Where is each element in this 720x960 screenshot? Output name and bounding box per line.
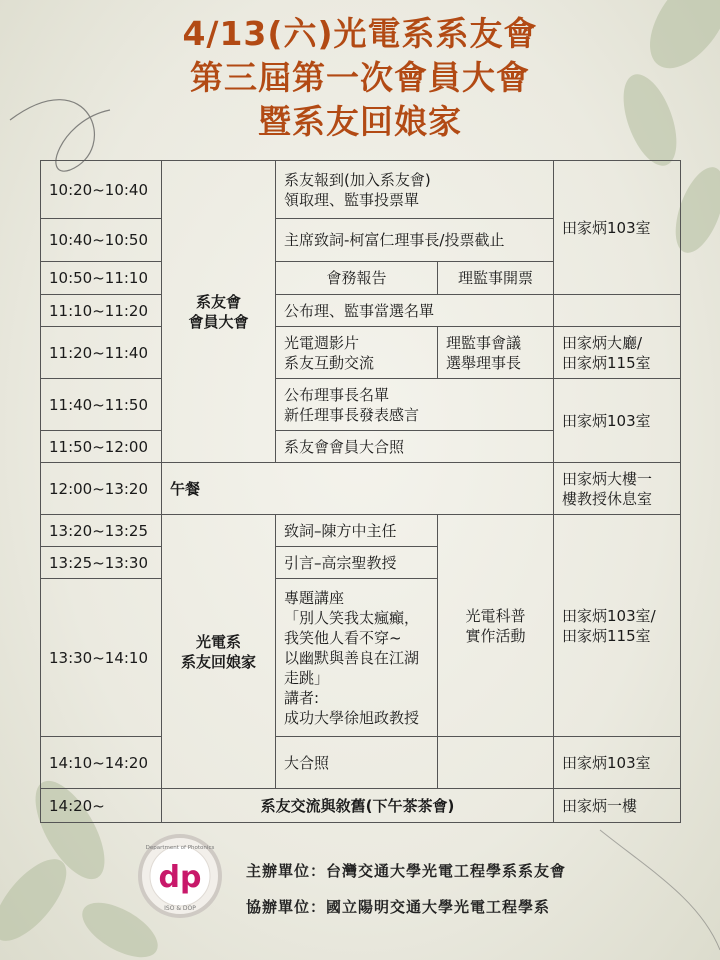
time-cell: 10:20~10:40 (41, 161, 162, 219)
time-cell: 10:50~11:10 (41, 262, 162, 295)
host-organizer: 主辦單位：台灣交通大學光電工程學系系友會 (246, 862, 567, 880)
table-row (41, 463, 681, 515)
page-title (0, 12, 720, 144)
event-cell: 致詞–陳方中主任 (276, 515, 438, 547)
event-cell: 引言–高宗聖教授 (276, 547, 438, 579)
side-activity-cell: 光電科普 實作活動 (438, 515, 554, 737)
side-activity-blank (438, 737, 554, 789)
co-host-organizer: 協辦單位：國立陽明交通大學光電工程學系 (246, 898, 551, 916)
title-line-2: 第三屆第一次會員大會 (190, 58, 530, 97)
event-cell: 系友會會員大合照 (276, 431, 554, 463)
time-cell: 12:00~13:20 (41, 463, 162, 515)
event-cell-lecture: 專題講座 「別人笑我太瘋癲， 我笑他人看不穿~ 以幽默與善良在江湖 走跳」 講者: 成功大學徐旭政教授 (276, 579, 438, 737)
lunch-cell: 午餐 (162, 463, 554, 515)
time-cell: 11:20~11:40 (41, 327, 162, 379)
event-cell: 光電週影片 系友互動交流 (276, 327, 438, 379)
time-cell: 11:10~11:20 (41, 295, 162, 327)
table-row (41, 515, 681, 547)
event-cell: 理監事會議 選舉理事長 (438, 327, 554, 379)
time-cell: 11:40~11:50 (41, 379, 162, 431)
venue-cell: 田家炳103室 (554, 379, 681, 463)
venue-cell-blank (554, 295, 681, 327)
event-cell: 系友報到(加入系友會) 領取理、監事投票單 (276, 161, 554, 219)
title-line-3: 暨系友回娘家 (258, 102, 462, 141)
table-row (41, 737, 681, 789)
event-cell: 主席致詞-柯富仁理事長/投票截止 (276, 219, 554, 262)
time-cell: 11:50~12:00 (41, 431, 162, 463)
logo-text-bottom: ISO & DOP (164, 905, 196, 912)
table-row (41, 327, 681, 379)
logo-mark: dp (158, 860, 202, 895)
time-cell: 14:20~ (41, 789, 162, 823)
title-line-1: 4/13(六)光電系系友會 (182, 14, 538, 53)
event-cell: 理監事開票 (438, 262, 554, 295)
group-cell-homecoming: 光電系 系友回娘家 (162, 515, 276, 789)
table-row (41, 161, 681, 219)
event-cell: 公布理事長名單 新任理事長發表感言 (276, 379, 554, 431)
time-cell: 13:30~14:10 (41, 579, 162, 737)
event-cell: 公布理、監事當選名單 (276, 295, 554, 327)
venue-cell: 田家炳103室/ 田家炳115室 (554, 515, 681, 737)
schedule-table (40, 160, 681, 823)
venue-cell: 田家炳103室 (554, 161, 681, 295)
logo-text-top: Department of Photonics (145, 845, 215, 851)
event-cell: 大合照 (276, 737, 438, 789)
group-cell-meeting: 系友會 會員大會 (162, 161, 276, 463)
table-row (41, 789, 681, 823)
time-cell: 13:20~13:25 (41, 515, 162, 547)
table-row (41, 295, 681, 327)
time-cell: 14:10~14:20 (41, 737, 162, 789)
time-cell: 10:40~10:50 (41, 219, 162, 262)
time-cell: 13:25~13:30 (41, 547, 162, 579)
department-logo (138, 834, 222, 918)
venue-cell: 田家炳大樓一 樓教授休息室 (554, 463, 681, 515)
table-row (41, 379, 681, 431)
event-cell: 會務報告 (276, 262, 438, 295)
venue-cell: 田家炳一樓 (554, 789, 681, 823)
venue-cell: 田家炳103室 (554, 737, 681, 789)
venue-cell: 田家炳大廳/ 田家炳115室 (554, 327, 681, 379)
event-cell-reunion: 系友交流與敘舊(下午茶茶會) (162, 789, 554, 823)
